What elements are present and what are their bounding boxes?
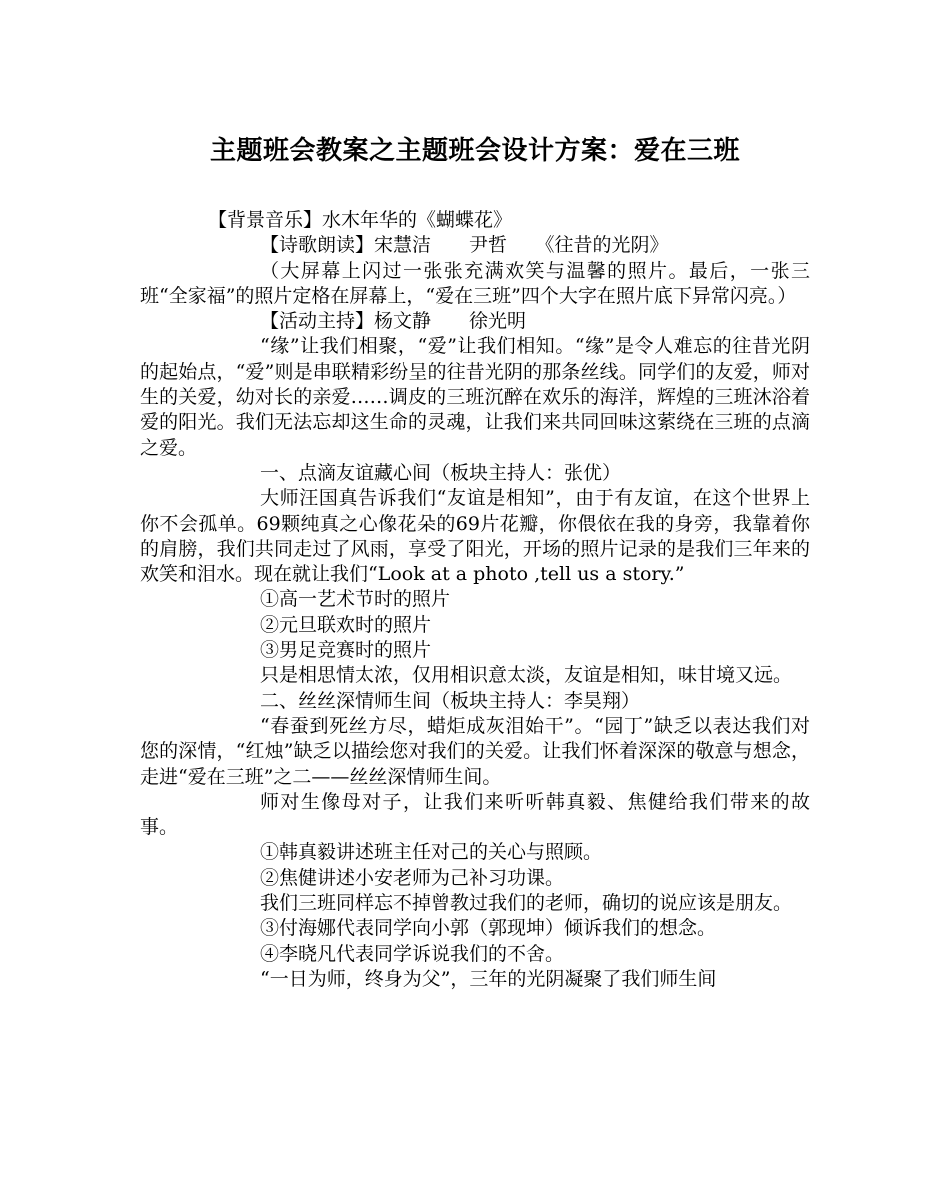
list-item: ①韩真毅讲述班主任对己的关心与照顾。 [260,841,603,864]
paragraph: 【诗歌朗读】宋慧洁 尹哲 《往昔的光阴》 [260,234,669,257]
paragraph: “一日为师，终身为父”，三年的光阴凝聚了我们师生间 [260,967,717,990]
paragraph: 只是相思情太浓，仅用相识意太淡，友谊是相知，味甘境又远。 [260,664,793,687]
list-item: ①高一艺术节时的照片 [260,588,451,611]
document-title: 主题班会教案之主题班会设计方案：爱在三班 [209,136,740,166]
paragraph: 【活动主持】杨文静 徐光明 [260,310,527,333]
paragraph: 【背景音乐】水木年华的《蝴蝶花》 [208,209,513,231]
list-item: ③男足竞赛时的照片 [260,639,432,662]
list-item: ③付海娜代表同学向小郭（郭现坤）倾诉我们的想念。 [260,917,717,940]
paragraph: （大屏幕上闪过一张张充满欢笑与温馨的照片。最后，一张三班“全家福”的照片定格在屏幕上，“爱在三班”四个大字在照片底下异常闪亮。） [140,259,810,307]
document-body [140,208,810,992]
section-heading: 一、点滴友谊藏心间（板块主持人：张优） [260,461,622,484]
paragraph: 大师汪国真告诉我们“友谊是相知”，由于有友谊，在这个世界上你不会孤单。69颗纯真之心像花朵的69片花瓣，你偎依在我的身旁，我靠着你的肩膀，我们共同走过了风雨，享受了阳光，开场的照片记录的是我们三年来的欢笑和泪水。现在就让我们“Look at a photo ,tell us a story.” [140,487,810,586]
list-item: ②焦健讲述小安老师为己补习功课。 [260,866,565,889]
paragraph: 师对生像母对子，让我们来听听韩真毅、焦健给我们带来的故事。 [140,790,810,839]
list-item: ④李晓凡代表同学诉说我们的不舍。 [260,942,565,965]
section-heading: 二、丝丝深情师生间（板块主持人：李昊翔） [260,689,641,712]
list-item: ②元旦联欢时的照片 [260,613,432,636]
paragraph: “春蚕到死丝方尽，蜡炬成灰泪始干”。“园丁”缺乏以表达我们对您的深情，“红烛”缺乏以描绘您对我们的关爱。让我们怀着深深的敬意与想念，走进“爱在三班”之二——丝丝深情师生间。 [140,714,810,788]
paragraph: “缘”让我们相聚，“爱”让我们相知。“缘”是令人难忘的往昔光阴的起始点，“爱”则是串联精彩纷呈的往昔光阴的那条丝线。同学们的友爱，师对生的关爱，幼对长的亲爱……调皮的三班沉醉在欢乐的海洋，辉煌的三班沐浴着爱的阳光。我们无法忘却这生命的灵魂，让我们来共同回味这萦绕在三班的点滴之爱。 [140,335,810,459]
paragraph: 我们三班同样忘不掉曾教过我们的老师，确切的说应该是朋友。 [260,892,793,915]
